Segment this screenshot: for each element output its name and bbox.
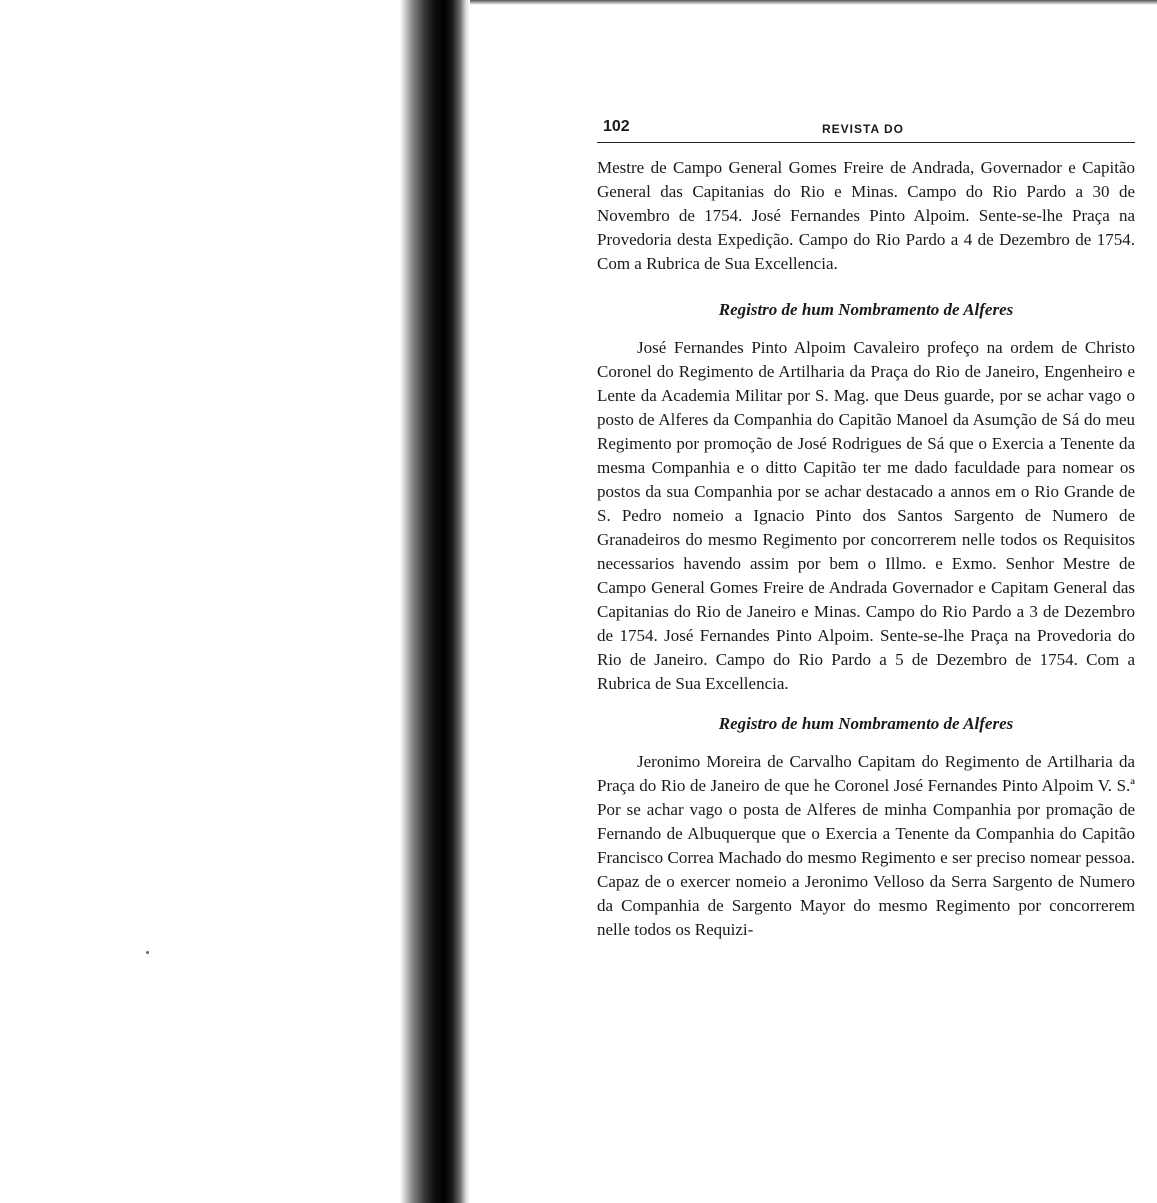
paragraph-3: Jeronimo Moreira de Carvalho Capitam do Regimento de Artilharia da Praça do Rio de Janeiro de que he Coronel José Fernandes Pinto Alpoim V. S.ª Por se achar vago o posta de Alferes de minha Companhia por promação de Fernando de Albuquerque que o Exercia a Tenente da Companhia do Capitão Francisco Correa Machado do mesmo Regimento e ser preciso nomear pessoa. Capaz de o exercer nomeio a Jeronimo Velloso da Serra Sargento de Numero da Companhia de Sargento Mayor do mesmo Regimento por concorrerem nelle todos os Requizi-	[597, 752, 1135, 939]
scan-speck	[146, 951, 149, 954]
document-page	[597, 112, 1135, 942]
running-title: REVISTA DO	[822, 122, 905, 136]
paragraph-2: José Fernandes Pinto Alpoim Cavaleiro profeço na ordem de Christo Coronel do Regimento de Artilharia da Praça do Rio de Janeiro, Engenheiro e Lente da Academia Militar por S. Mag. que Deus guarde, por se achar vago o posto de Alferes da Companhia do Capitão Manoel da Asumção de Sá do meu Regimento por promoção de José Rodrigues de Sá que o Exercia a Tenente da mesma Companhia e o ditto Capitão ter me dado faculdade para nomear os postos da sua Companhia por se achar destacado a annos em o Rio Grande de S. Pedro nomeio a Ignacio Pinto dos Santos Sargento de Numero de Granadeiros do mesmo Regimento por concorrerem nelle todos os Requisitos necessarios havendo assim por bem o Illmo. e Exmo. Senhor Mestre de Campo General Gomes Freire de Andrada Governador e Capitam General das Capitanias do Rio de Janeiro e Minas. Campo do Rio Pardo a 3 de Dezembro de 1754. José Fernandes Pinto Alpoim. Sente-se-lhe Praça na Provedoria do Rio de Janeiro. Campo do Rio Pardo a 5 de Dezembro de 1754. Com a Rubrica de Sua Excellencia.	[597, 338, 1135, 693]
paragraph-1: Mestre de Campo General Gomes Freire de Andrada, Governador e Capitão General das Capitanias do Rio e Minas. Campo do Rio Pardo a 30 de Novembro de 1754. José Fernandes Pinto Alpoim. Sente-se-lhe Praça na Provedoria desta Expedição. Campo do Rio Pardo a 4 de Dezembro de 1754. Com a Rubrica de Sua Excellencia.	[597, 158, 1135, 273]
section-heading-2: Registro de hum Nombramento de Alferes	[718, 714, 1014, 733]
page-header	[597, 112, 1135, 143]
book-spine	[400, 0, 470, 1203]
page-number: 102	[603, 118, 630, 135]
page-top-edge	[470, 0, 1157, 5]
section-heading-1: Registro de hum Nombramento de Alferes	[718, 300, 1014, 319]
